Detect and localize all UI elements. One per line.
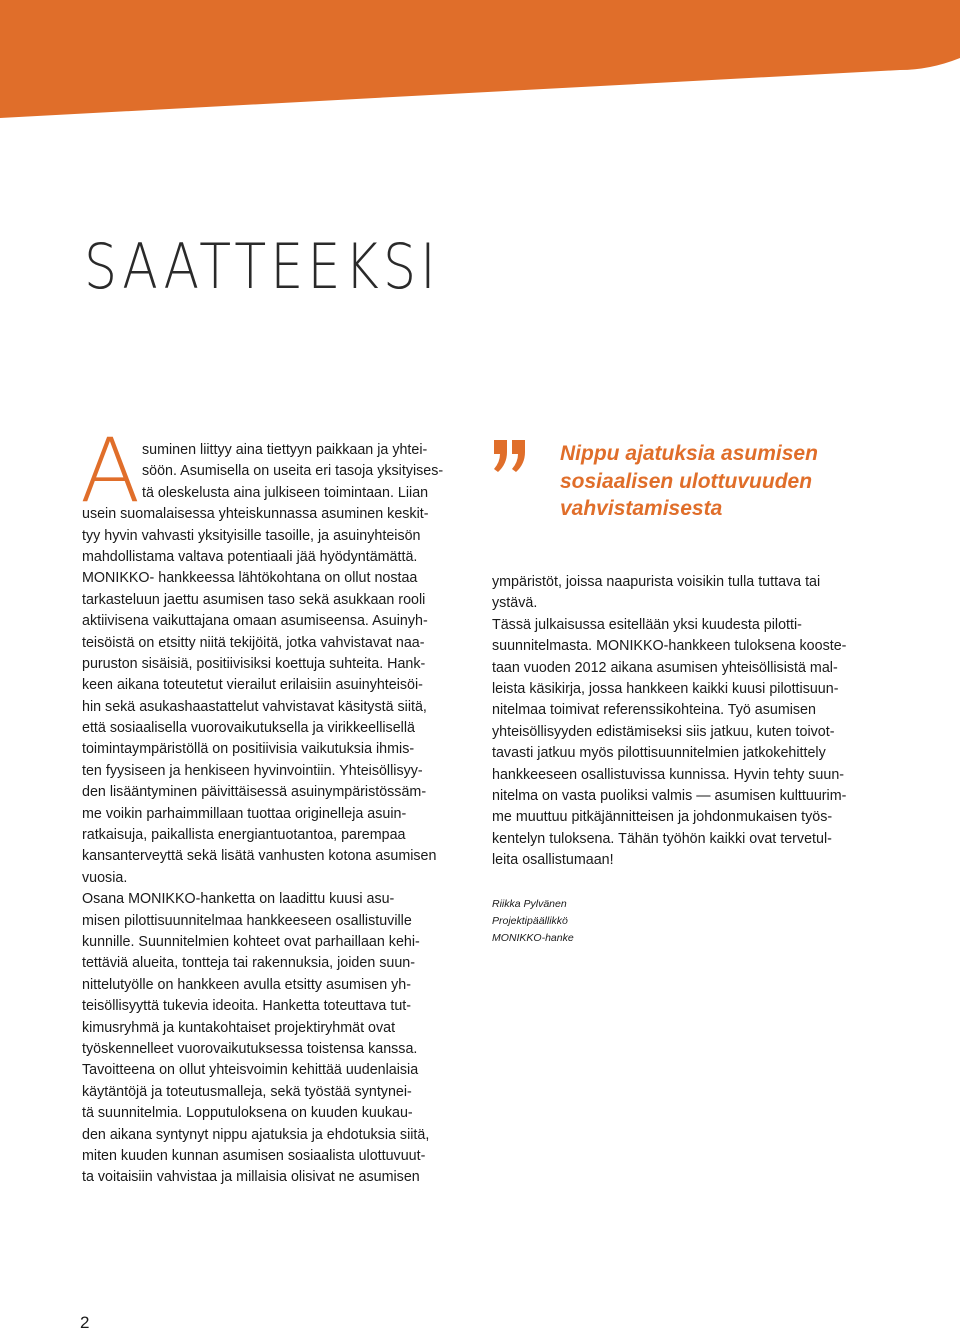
text-line: leista käsikirja, jossa hankkeen kaikki kuusi pilottisuun-	[492, 680, 839, 697]
text-line: Osana MONIKKO-hanketta on laadittu kuusi asu-	[82, 891, 395, 908]
page-number: 2	[80, 1313, 90, 1332]
text-line: söön. Asumisella on useita eri tasoja yksityises-	[142, 463, 444, 480]
text-line: teisöllisyyttä tukevia ideoita. Hanketta toteuttava tut-	[82, 998, 412, 1015]
text-line: Nippu ajatuksia asumisen	[560, 442, 818, 465]
text-line: suminen liittyy aina tiettyyn paikkaan ja yhtei-	[142, 442, 428, 458]
text-line: työskennelleet vuorovaikutuksessa toistensa kanssa.	[82, 1040, 418, 1057]
text-line: tavasti jatkuu myös pilottisuunnitelmien jatkokehittely	[492, 745, 826, 762]
text-line: sosiaalisen ulottuvuuden	[560, 469, 813, 493]
text-line: Tässä julkaisussa esitellään yksi kuudesta pilotti-	[492, 616, 802, 633]
text-line: ystävä.	[492, 595, 538, 612]
text-line: Tavoitteena on ollut yhteisvoimin kehittää uudenlaisia	[82, 1062, 419, 1079]
text-line: nitelmaa toimivat referenssikohteina. Työ asumisen	[492, 702, 816, 719]
text-line: yhteisöllisyyden edistämiseksi siis jatkuu, kuten toivot-	[492, 723, 835, 740]
left-column	[82, 440, 476, 1189]
signature-role: Projektipäällikkö	[492, 915, 568, 927]
text-line: kimusryhmä ja kuntakohtaiset projektiryhmät ovat	[82, 1019, 396, 1036]
text-line: ten fyysiseen ja henkiseen hyvinvointiin. Yhteisöllisyy-	[82, 762, 423, 779]
text-line: tettäviä alueita, tontteja tai rakennuksia, joiden suun-	[82, 955, 416, 972]
signature-organization: MONIKKO-hanke	[492, 932, 574, 944]
text-line: hankkeeseen osallistuvissa kunnissa. Hyvin tehty suun-	[492, 766, 845, 783]
text-line: usein suomalaisessa yhteiskunnassa asuminen keskit-	[82, 506, 429, 523]
text-line: vuosia.	[82, 869, 128, 886]
page-title: SAATTEEKSI	[84, 230, 440, 303]
text-line: kunnille. Suunnitelmien kohteet ovat parhaillaan kehi-	[82, 933, 420, 950]
text-line: me voikin parhaimmillaan tuottaa originelleja asuin-	[82, 805, 407, 822]
text-line: kentelyn tuloksena. Tähän työhön kaikki ovat tervetul-	[492, 830, 832, 847]
text-line: ratkaisuja, paikallista energiantuotantoa, parempaa	[82, 827, 406, 844]
text-line: tyy hyvin vahvasti yksityisille tasoille, ja asuinyhteisön	[82, 527, 421, 544]
text-line: teisöistä on etsitty niitä tekijöitä, jotka vahvistavat naa-	[82, 634, 425, 651]
drop-cap: A	[80, 419, 141, 522]
text-line: nittelutyölle on hankkeen avulla etsitty asumisen yh-	[82, 976, 412, 993]
text-line: taan vuoden 2012 aikana asumisen yhteisöllisistä mal-	[492, 659, 838, 676]
text-line: aktiivisena vaikuttajana omaan asumiseensa. Asuinyh-	[82, 613, 428, 630]
text-line: puruston sisäisiä, positiivisiksi koettuja suhteita. Hank-	[82, 655, 426, 672]
text-line: tarkasteluun jaettu asumisen taso sekä asukkaan rooli	[82, 591, 426, 608]
signature-name: Riikka Pylvänen	[492, 898, 567, 910]
text-line: leita osallistumaan!	[492, 852, 614, 869]
text-line: suunnitelmasta. MONIKKO-hankkeen tuloksena kooste-	[492, 638, 847, 655]
orange-wave-band	[0, 0, 960, 120]
text-line: den aikana syntynyt nippu ajatuksia ja ehdotuksia siitä,	[82, 1126, 430, 1143]
text-line: tä oleskelusta aina julkiseen toimintaan. Liian	[142, 484, 429, 501]
text-line: mahdollistama valtava potentiaali jää hyödyntämättä.	[82, 548, 418, 565]
signature-block	[492, 896, 692, 947]
text-line: ta voitaisiin vahvistaa ja millaisia olisivat ne asumisen	[82, 1169, 420, 1186]
text-line: keen aikana toteutetut vierailut erilaisiin asuinyhteisöi-	[82, 677, 423, 694]
text-line: nitelma on vasta puoliksi valmis — asumisen kulttuurim-	[492, 787, 847, 804]
quotation-mark-icon	[490, 438, 530, 478]
right-column	[492, 572, 880, 871]
text-line: vahvistamisesta	[560, 497, 723, 520]
text-line: me muuttuu pitkäjännitteisen ja johdonmukaisen työs-	[492, 809, 833, 826]
text-line: kansanterveyttä sekä lisätä vanhusten kotona asumisen	[82, 848, 437, 865]
text-line: tä suunnitelmia. Lopputuloksena on kuuden kuukau-	[82, 1105, 413, 1122]
pull-quote	[560, 440, 880, 523]
text-line: den lisääntyminen päivittäisessä asuinympäristössäm-	[82, 784, 427, 801]
text-line: misen pilottisuunnitelmaa hankkeeseen osallistuville	[82, 912, 412, 929]
text-line: hin sekä asukashaastattelut vahvistavat käsitystä siitä,	[82, 698, 427, 715]
text-line: toimintaympäristöllä on positiivisia vaikutuksia ihmis-	[82, 741, 415, 758]
text-line: että sosiaalisella vuorovaikutuksella ja virikkeellisellä	[82, 720, 415, 737]
text-line: miten kuuden kunnan asumisen sosiaalista ulottuvuut-	[82, 1147, 426, 1164]
text-line: MONIKKO- hankkeessa lähtökohtana on ollut nostaa	[82, 570, 418, 587]
text-line: ympäristöt, joissa naapurista voisikin tulla tuttava tai	[492, 574, 821, 590]
text-line: käytäntöjä ja toteutusmalleja, sekä työstää syntynei-	[82, 1083, 412, 1100]
